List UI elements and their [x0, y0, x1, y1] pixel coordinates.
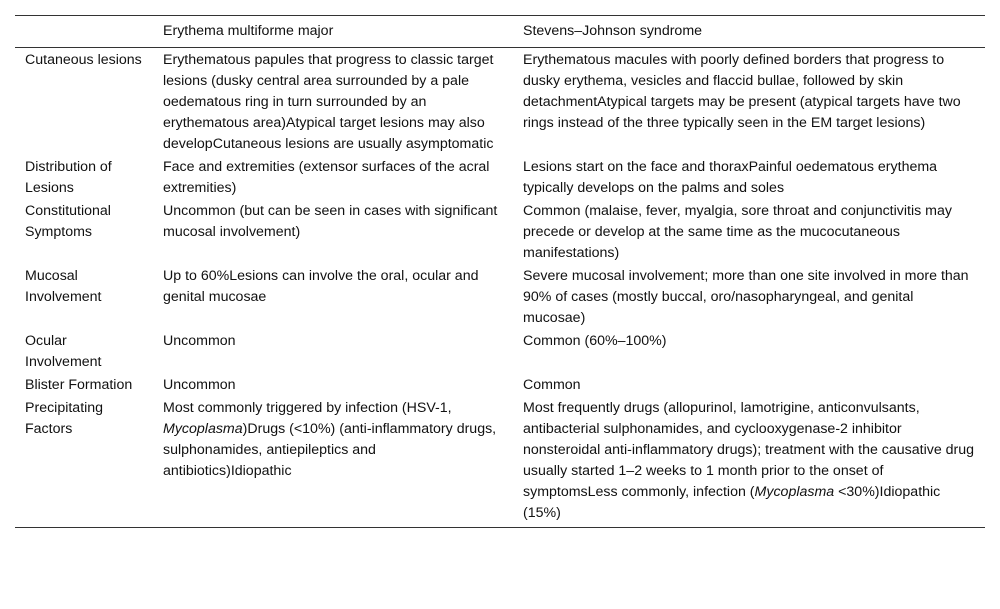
table-row [15, 48, 985, 157]
header-sjs: Stevens–Johnson syndrome [513, 16, 985, 48]
cell-text: Up to 60%Lesions can involve the oral, ocular and genital mucosae [163, 268, 479, 305]
sjs-cell [513, 156, 985, 200]
em-major-cell [153, 330, 513, 374]
sjs-cell [513, 330, 985, 374]
row-label: Cutaneous lesions [25, 52, 142, 68]
header-feature [15, 16, 153, 48]
sjs-cell [513, 374, 985, 397]
sjs-cell [513, 48, 985, 157]
table-row [15, 156, 985, 200]
italic-term: Mycoplasma [754, 484, 835, 500]
sjs-cell [513, 265, 985, 330]
cell-text: Face and extremities (extensor surfaces of the acral extremities) [163, 159, 490, 196]
cell-text: Severe mucosal involvement; more than one site involved in more than 90% of cases (mostly buccal, oro/nasopharyngeal, and genital mucosae) [523, 268, 969, 326]
em-major-cell [153, 374, 513, 397]
table-row [15, 265, 985, 330]
row-label: Blister Formation [25, 377, 133, 393]
row-label: Ocular Involvement [25, 333, 102, 370]
table-row [15, 397, 985, 528]
row-label: Mucosal Involvement [25, 268, 102, 305]
row-label: Distribution of Lesions [25, 159, 112, 196]
sjs-cell [513, 200, 985, 265]
cell-text: Uncommon [163, 377, 236, 393]
em-major-cell [153, 156, 513, 200]
em-major-cell [153, 265, 513, 330]
cell-text: Erythematous macules with poorly defined borders that progress to dusky erythema, vesicles and flaccid bullae, followed by skin detachmentAtypical targets may be present (atypical targets have two rings instead of the three typically seen in the EM target lesions) [523, 52, 961, 131]
table-row [15, 374, 985, 397]
table-header [15, 16, 985, 48]
cell-text: Lesions start on the face and thoraxPainful oedematous erythema typically develops on the palms and soles [523, 159, 938, 196]
italic-term: Mycoplasma [163, 421, 243, 437]
comparison-table [15, 15, 985, 528]
em-major-cell [153, 200, 513, 265]
cell-text: Common [523, 377, 581, 393]
cell-text: Most commonly triggered by infection (HSV-1, [163, 400, 452, 416]
em-major-cell [153, 48, 513, 157]
row-label: Constitutional Symptoms [25, 203, 111, 240]
cell-text: Common (malaise, fever, myalgia, sore throat and conjunctivitis may precede or develop at the same time as the mucocutaneous manifestations) [523, 203, 952, 261]
header-row [15, 16, 985, 48]
cell-text: Erythematous papules that progress to classic target lesions (dusky central area surrounded by a pale oedematous ring in turn surrounded by an erythematous area)Atypical target lesions may also developCutaneous lesions are usually asymptomatic [163, 52, 494, 152]
sjs-cell [513, 397, 985, 528]
em-major-cell [153, 397, 513, 528]
cell-text: <30%)Idiopathic (15%) [523, 484, 941, 521]
table-body [15, 48, 985, 528]
cell-text: Common (60%–100%) [523, 333, 667, 349]
cell-text: Uncommon (but can be seen in cases with significant mucosal involvement) [163, 203, 498, 240]
cell-text: Most frequently drugs (allopurinol, lamotrigine, anticonvulsants, antibacterial sulphonamides, and cyclooxygenase-2 inhibitor nonsteroidal anti-inflammatory drugs); treatment with the causative drug usually started 1–2 weeks to 1 month prior to the onset of symptomsLess commonly, infection ( [523, 400, 975, 500]
header-em-major: Erythema multiforme major [153, 16, 513, 48]
table-row [15, 200, 985, 265]
cell-text: Uncommon [163, 333, 236, 349]
table-row [15, 330, 985, 374]
row-label: Precipitating Factors [15, 397, 153, 528]
cell-text: )Drugs (<10%) (anti-inflammatory drugs, sulphonamides, antiepileptics and antibiotics)Idiopathic [163, 421, 497, 479]
